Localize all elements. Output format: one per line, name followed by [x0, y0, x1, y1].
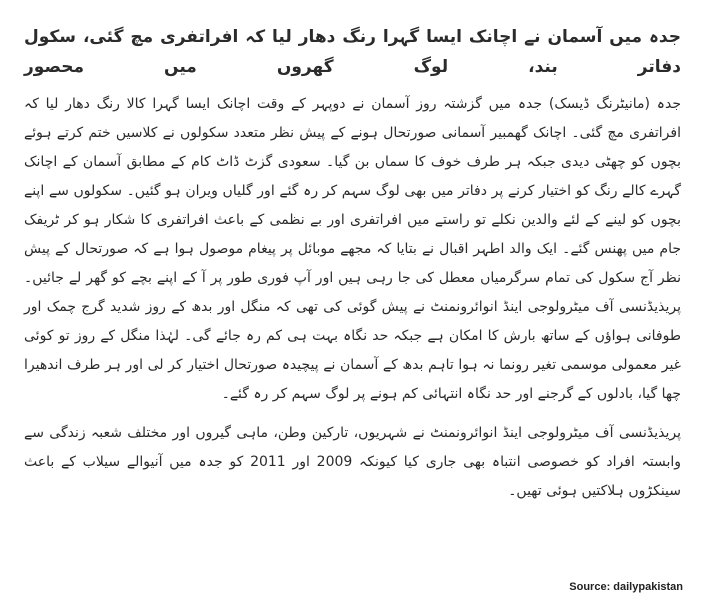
source-credit: Source: dailypakistan — [569, 581, 683, 593]
article-paragraph: پریذیڈنسی آف میٹرولوجی اینڈ انوائرونمنٹ نے شہریوں، تارکین وطن، ماہی گیروں اور مختلف شعبہ زندگی سے وابستہ افراد کو خصوصی انتباہ بھی جاری کیا کیونکہ 2009 اور 2011 کو جدہ میں آنیوالے سیلاب کے باعث سینکڑوں ہلاکتیں ہوئی تھیں۔ — [24, 425, 682, 499]
article-headline: جدہ میں آسمان نے اچانک ایسا گہرا رنگ دھار لیا کہ افراتفری مچ گئی، سکول دفاتر بند، لوگ گھروں میں محصور — [24, 27, 681, 77]
article-paragraph: جدہ (مانیٹرنگ ڈیسک) جدہ میں گزشتہ روز آسمان نے دوپہر کے وقت اچانک ایسا گہرا کالا رنگ دھار لیا کہ افراتفری مچ گئی۔ اچانک گھمبیر آسمانی صورتحال ہونے کے پیش نظر متعدد سکولوں نے کلاسیں ختم کرتے ہوئے بچوں کو چھٹی دیدی جبکہ ہر طرف خوف کا سماں بن گیا۔ سعودی گزٹ ڈاٹ کام کے مطابق آسمان کے اچانک گہرے کالے رنگ کو اختیار کرنے پر دفاتر میں بھی لوگ سہم کر رہ گئے اور گلیاں ویران ہو گئیں۔ سکولوں سے اپنے بچوں کو لینے کے لئے والدین نکلے تو راستے میں افراتفری اور بے نظمی کے باعث افراتفری کا شکار ہو کر ٹریفک جام میں پھنس گئے۔ ایک والد اطہر اقبال نے بتایا کہ مجھے موبائل پر پیغام موصول ہوا ہے کہ صورتحال کے پیش نظر آج سکول کی تمام سرگرمیاں معطل کی جا رہی ہیں اور آپ فوری طور پر آ کے اپنے بچے کو گھر لے جائیں۔ پریذیڈنسی آف میٹرولوجی اینڈ انوائرونمنٹ نے پیش گوئی کی تھی کہ منگل اور بدھ کے روز شدید گرج چمک اور طوفانی ہواؤں کے ساتھ بارش کا امکان ہے جبکہ حد نگاہ بہت ہی کم رہ جائے گی۔ لہٰذا منگل کے روز تو کوئی غیر معمولی موسمی تغیر رونما نہ ہوا تاہم بدھ کے آسمان نے پیچیدہ صورتحال اختیار کر لی اور ہر طرف اندھیرا چھا گیا، بادلوں کے گرجنے اور حد نگاہ انتہائی کم ہونے پر لوگ سہم کر رہ گئے۔ — [24, 96, 681, 402]
paragraph-spacer — [24, 409, 681, 419]
